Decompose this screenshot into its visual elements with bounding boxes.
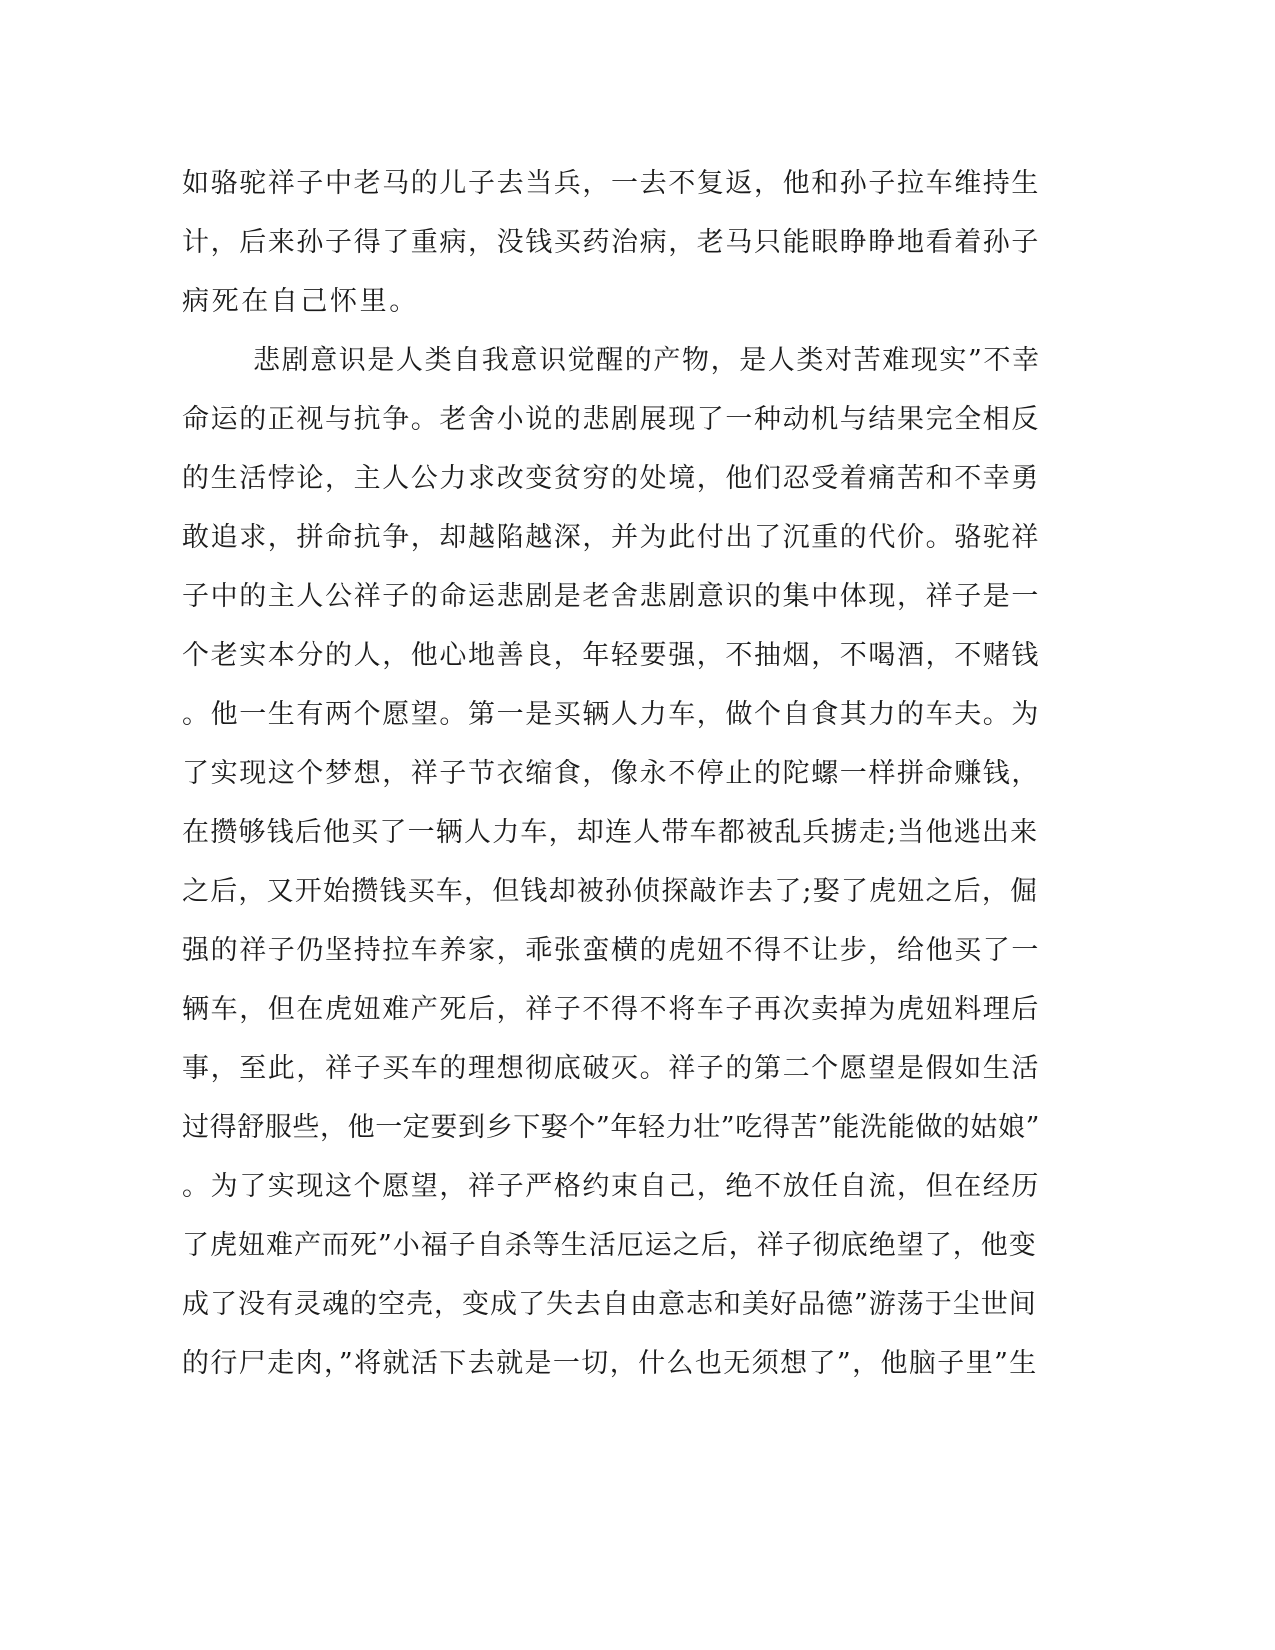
text-line: 了实现这个梦想，祥子节衣缩食，像永不停止的陀螺一样拼命赚钱，: [182, 758, 1040, 789]
text-line: 辆车，但在虎妞难产死后，祥子不得不将车子再次卖掉为虎妞料理后: [182, 994, 1040, 1025]
text-line: 成了没有灵魂的空壳，变成了失去自由意志和美好品德”游荡于尘世间: [182, 1289, 1037, 1320]
text-line: 了虎妞难产而死”小福子自杀等生活厄运之后，祥子彻底绝望了，他变: [182, 1230, 1037, 1261]
text-line: 。他一生有两个愿望。第一是买辆人力车，做个自食其力的车夫。为: [182, 699, 1040, 730]
text-line: 。为了实现这个愿望，祥子严格约束自己，绝不放任自流，但在经历: [182, 1171, 1040, 1202]
paragraph-first-line: 悲剧意识是人类自我意识觉醒的产物，是人类对苦难现实”不幸: [253, 345, 1041, 376]
text-line: 强的祥子仍坚持拉车养家，乖张蛮横的虎妞不得不让步，给他买了一: [182, 935, 1040, 966]
text-line: 敢追求，拼命抗争，却越陷越深，并为此付出了沉重的代价。骆驼祥: [182, 522, 1040, 553]
text-line: 命运的正视与抗争。老舍小说的悲剧展现了一种动机与结果完全相反: [182, 404, 1040, 435]
text-line: 个老实本分的人，他心地善良，年轻要强，不抽烟，不喝酒，不赌钱: [182, 640, 1040, 671]
text-line: 病死在自己怀里。: [182, 286, 419, 317]
text-line: 如骆驼祥子中老马的儿子去当兵，一去不复返，他和孙子拉车维持生: [182, 168, 1040, 199]
text-line: 事，至此，祥子买车的理想彻底破灭。祥子的第二个愿望是假如生活: [182, 1053, 1040, 1084]
text-line: 在攒够钱后他买了一辆人力车，却连人带车都被乱兵掳走;当他逃出来: [182, 817, 1039, 848]
text-line: 过得舒服些，他一定要到乡下娶个”年轻力壮”吃得苦”能洗能做的姑娘”: [182, 1112, 1041, 1143]
text-line: 的行尸走肉，”将就活下去就是一切，什么也无须想了”，他脑子里”生: [182, 1348, 1038, 1379]
text-line: 子中的主人公祥子的命运悲剧是老舍悲剧意识的集中体现，祥子是一: [182, 581, 1040, 612]
text-line: 计，后来孙子得了重病，没钱买药治病，老马只能眼睁睁地看着孙子: [182, 227, 1040, 258]
text-line: 的生活悖论，主人公力求改变贫穷的处境，他们忍受着痛苦和不幸勇: [182, 463, 1040, 494]
text-line: 之后，又开始攒钱买车，但钱却被孙侦探敲诈去了;娶了虎妞之后，倔: [182, 876, 1039, 907]
